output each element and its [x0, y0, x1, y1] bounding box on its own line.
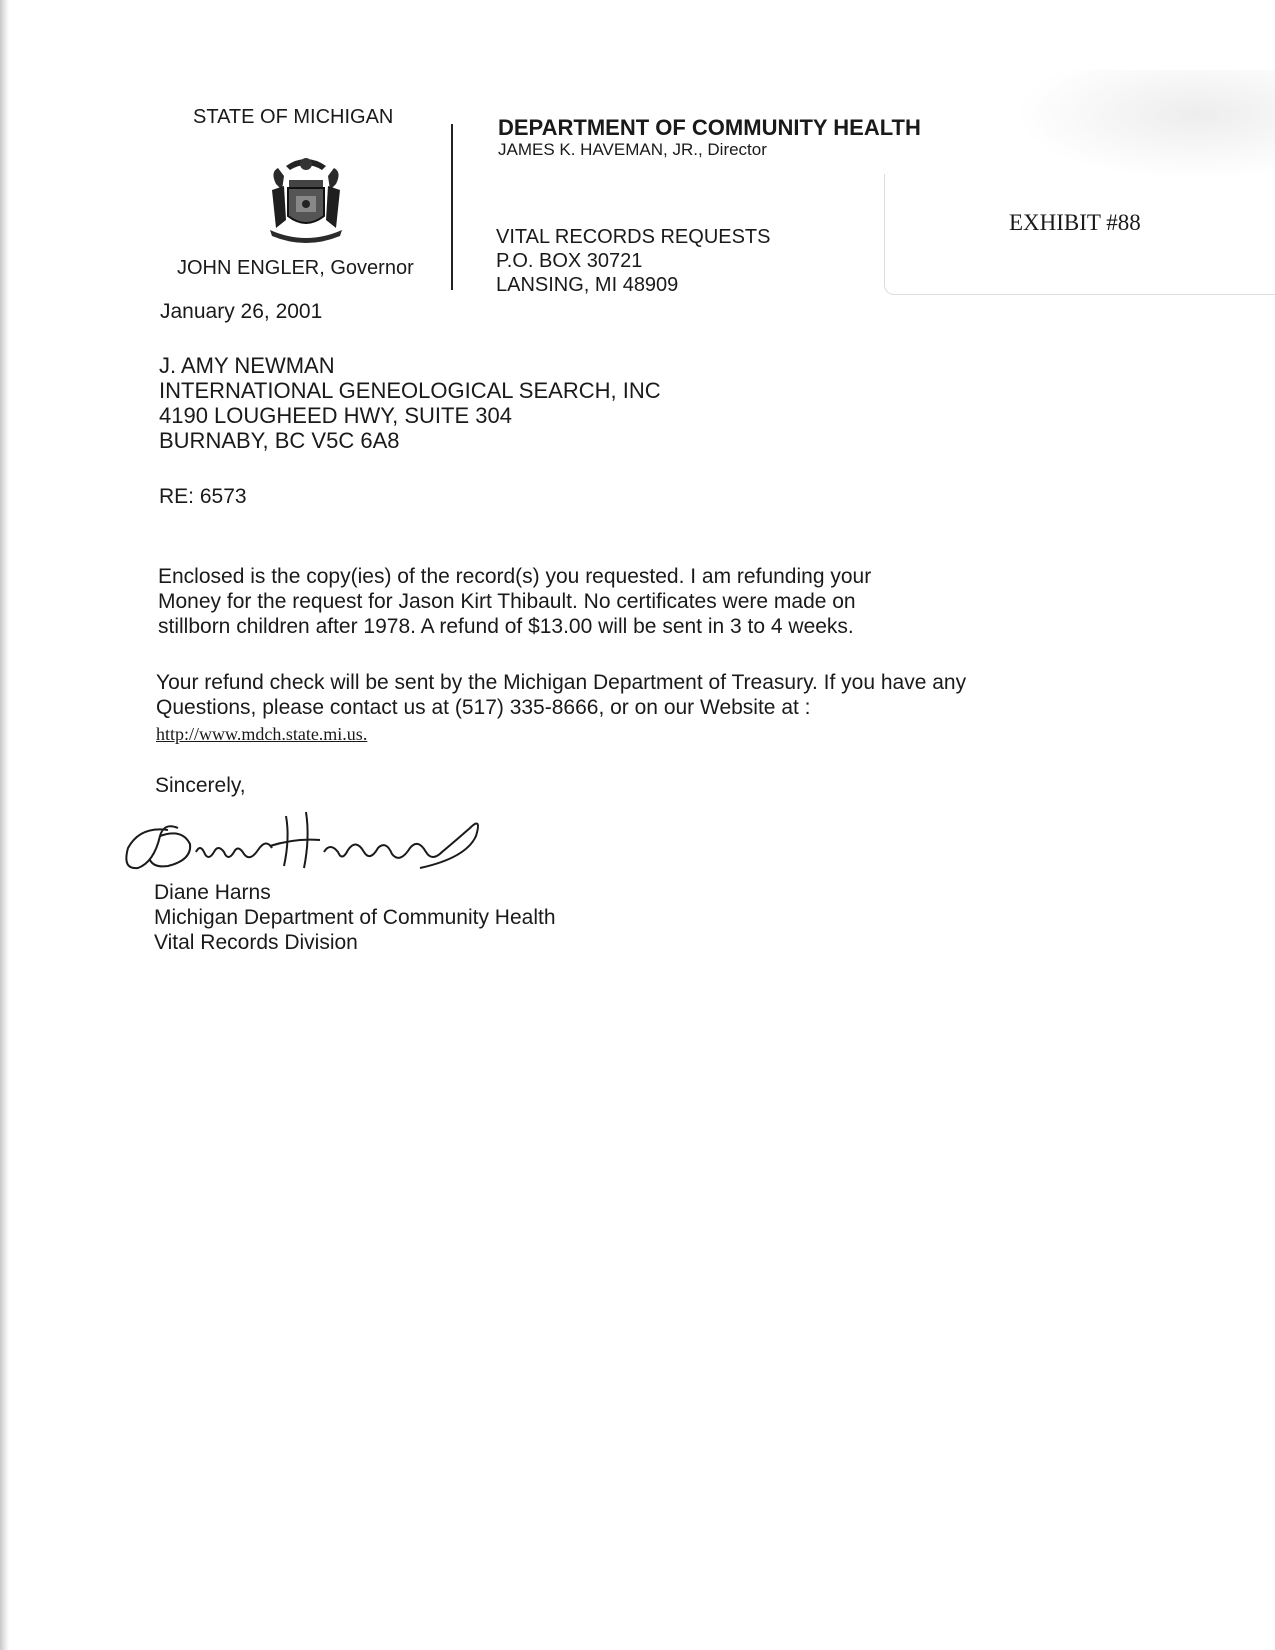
exhibit-label: EXHIBIT #88 — [1009, 210, 1141, 235]
governor-name: JOHN ENGLER, Governor — [177, 257, 414, 279]
recipient-line: INTERNATIONAL GENEOLOGICAL SEARCH, INC — [159, 378, 661, 403]
signer-division: Vital Records Division — [154, 931, 358, 954]
header-divider — [451, 124, 453, 290]
scan-smudge — [1015, 70, 1275, 180]
signer-department: Michigan Department of Community Health — [154, 906, 556, 929]
reference-line: RE: 6573 — [159, 485, 247, 508]
signature-block — [154, 880, 556, 955]
michigan-state-seal-icon — [262, 150, 350, 246]
closing-salutation: Sincerely, — [155, 774, 246, 797]
office-address — [496, 225, 771, 297]
body-line: Questions, please contact us at (517) 335-8666, or on our Website at : — [156, 696, 811, 719]
department-director: JAMES K. HAVEMAN, JR., Director — [498, 140, 767, 159]
office-address-line: P.O. BOX 30721 — [496, 250, 643, 272]
department-title: DEPARTMENT OF COMMUNITY HEALTH — [498, 115, 921, 140]
body-line: stillborn children after 1978. A refund of $13.00 will be sent in 3 to 4 weeks. — [158, 615, 854, 638]
letter-date: January 26, 2001 — [160, 300, 323, 323]
office-address-line: LANSING, MI 48909 — [496, 274, 679, 296]
recipient-line: J. AMY NEWMAN — [159, 353, 335, 378]
website-link[interactable]: http://www.mdch.state.mi.us. — [156, 724, 368, 744]
state-name: STATE OF MICHIGAN — [193, 106, 394, 128]
handwritten-signature — [120, 808, 520, 888]
body-line: Enclosed is the copy(ies) of the record(s) you requested. I am refunding your — [158, 565, 872, 588]
body-line: Money for the request for Jason Kirt Thibault. No certificates were made on — [158, 590, 856, 613]
body-line: Your refund check will be sent by the Michigan Department of Treasury. If you have any — [156, 671, 967, 694]
body-paragraph-1 — [158, 564, 871, 639]
recipient-line: 4190 LOUGHEED HWY, SUITE 304 — [159, 403, 512, 428]
recipient-line: BURNABY, BC V5C 6A8 — [159, 428, 400, 453]
recipient-address — [159, 353, 661, 453]
signer-name: Diane Harns — [154, 881, 271, 904]
scan-edge-shadow — [0, 0, 9, 1650]
office-address-line: VITAL RECORDS REQUESTS — [496, 226, 771, 248]
body-paragraph-2 — [156, 670, 966, 720]
